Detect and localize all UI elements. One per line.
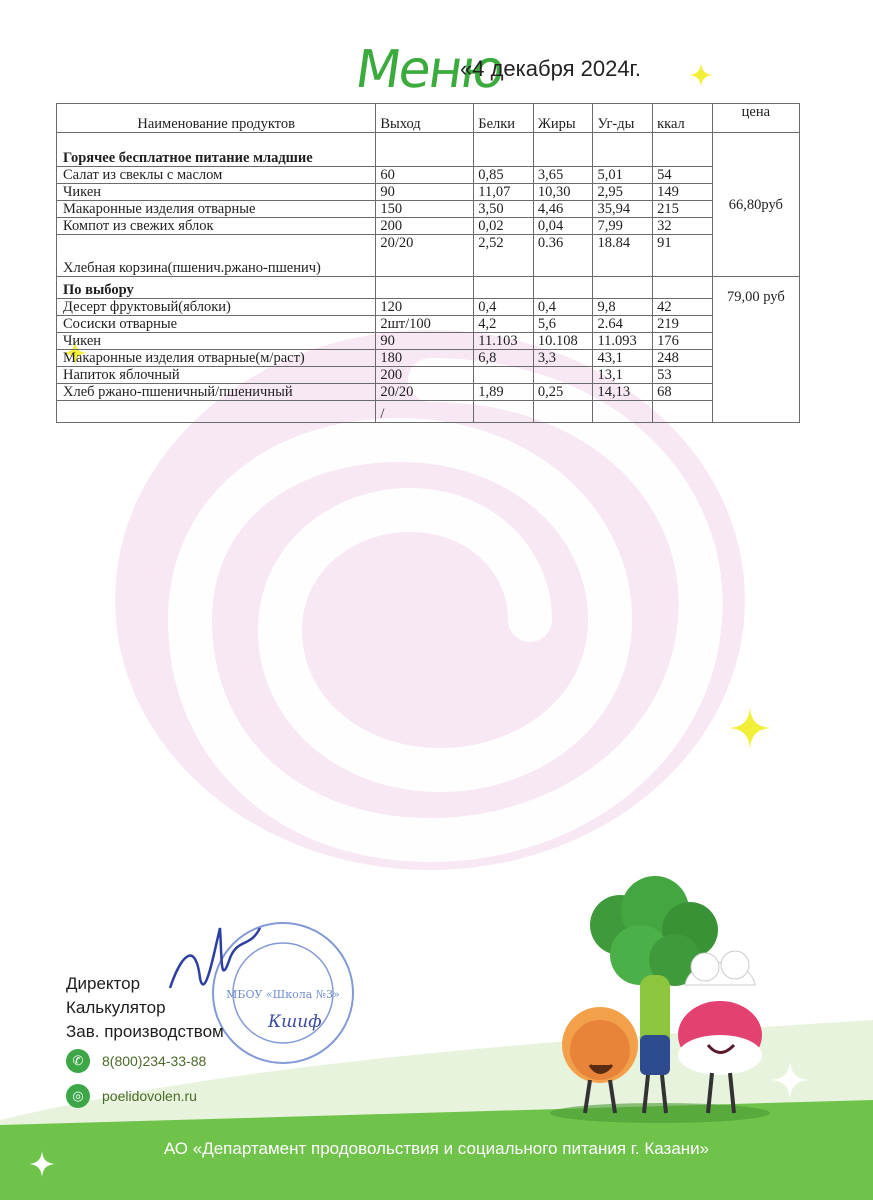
- header-output: Выход: [376, 104, 474, 133]
- section-row: [57, 277, 800, 299]
- menu-title: Меню: [351, 40, 507, 100]
- header-fats: Жиры: [533, 104, 593, 133]
- footer-organization: АО «Департамент продовольствия и социального питания г. Казани»: [163, 1139, 710, 1158]
- svg-text:МБОУ «Школа №3»: МБОУ «Школа №3»: [226, 988, 340, 1001]
- section-title: По выбору: [57, 277, 376, 299]
- header-carbs: Уг-ды: [593, 104, 653, 133]
- website-contact: [66, 1084, 197, 1108]
- table-row: Макаронные изделия отварные(м/раст) 180 6,8 3,3 43,1 248: [57, 350, 800, 367]
- header-price: цена: [712, 104, 799, 133]
- menu-table: [56, 103, 800, 423]
- table-row: Салат из свеклы с маслом 60 0,85 3,65 5,01 54: [57, 167, 800, 184]
- production-head-label: Зав. производством: [66, 1022, 224, 1041]
- table-row: [57, 401, 800, 423]
- vegetable-mascots-illustration: [540, 875, 790, 1125]
- header-proteins: Белки: [474, 104, 534, 133]
- header-kcal: ккал: [653, 104, 713, 133]
- director-label: Директор: [66, 974, 141, 993]
- price-cell: 79,00 руб: [712, 277, 799, 423]
- table-row: Хлеб ржано-пшеничный/пшеничный 20/20 1,89 0,25 14,13 68: [57, 384, 800, 401]
- menu-date: «4 декабря 2024г.: [460, 56, 642, 81]
- header-name: Наименование продуктов: [57, 104, 376, 133]
- phone-number: 8(800)234-33-88: [102, 1053, 207, 1069]
- table-row: Чикен 90 11,07 10,30 2,95 149: [57, 184, 800, 201]
- table-row: Макаронные изделия отварные 150 3,50 4,46 35,94 215: [57, 201, 800, 218]
- table-row: Напиток яблочный 200 13,1 53: [57, 367, 800, 384]
- phone-contact: [66, 1049, 206, 1073]
- calculator-label: Калькулятор: [66, 998, 166, 1017]
- sparkle-icon: [728, 706, 772, 750]
- phone-icon: ✆: [66, 1049, 90, 1073]
- production-head-signature: Кшиф: [268, 1012, 322, 1032]
- table-row: Десерт фруктовый(яблоки) 120 0,4 0,4 9,8 42: [57, 299, 800, 316]
- signature-block: [66, 972, 224, 1044]
- table-row: Сосиски отварные 2шт/100 4,2 5,6 2.64 219: [57, 316, 800, 333]
- section-row: [57, 133, 800, 167]
- website-link: poelidovolen.ru: [102, 1088, 197, 1104]
- price-cell: 66,80руб: [712, 133, 799, 277]
- sparkle-icon: [770, 1060, 810, 1100]
- sparkle-icon: [688, 62, 714, 88]
- globe-icon: ◎: [66, 1084, 90, 1108]
- table-header-row: [57, 104, 800, 133]
- table-row: Компот из свежих яблок 200 0,02 0,04 7,99 32: [57, 218, 800, 235]
- table-row: Чикен 90 11.103 10.108 11.093 176: [57, 333, 800, 350]
- empty-row-mark: /: [376, 401, 474, 423]
- section-title: Горячее бесплатное питание младшие: [57, 133, 376, 167]
- table-row: Хлебная корзина(пшенич.ржано-пшенич) 20/20 2,52 0.36 18.84 91: [57, 235, 800, 277]
